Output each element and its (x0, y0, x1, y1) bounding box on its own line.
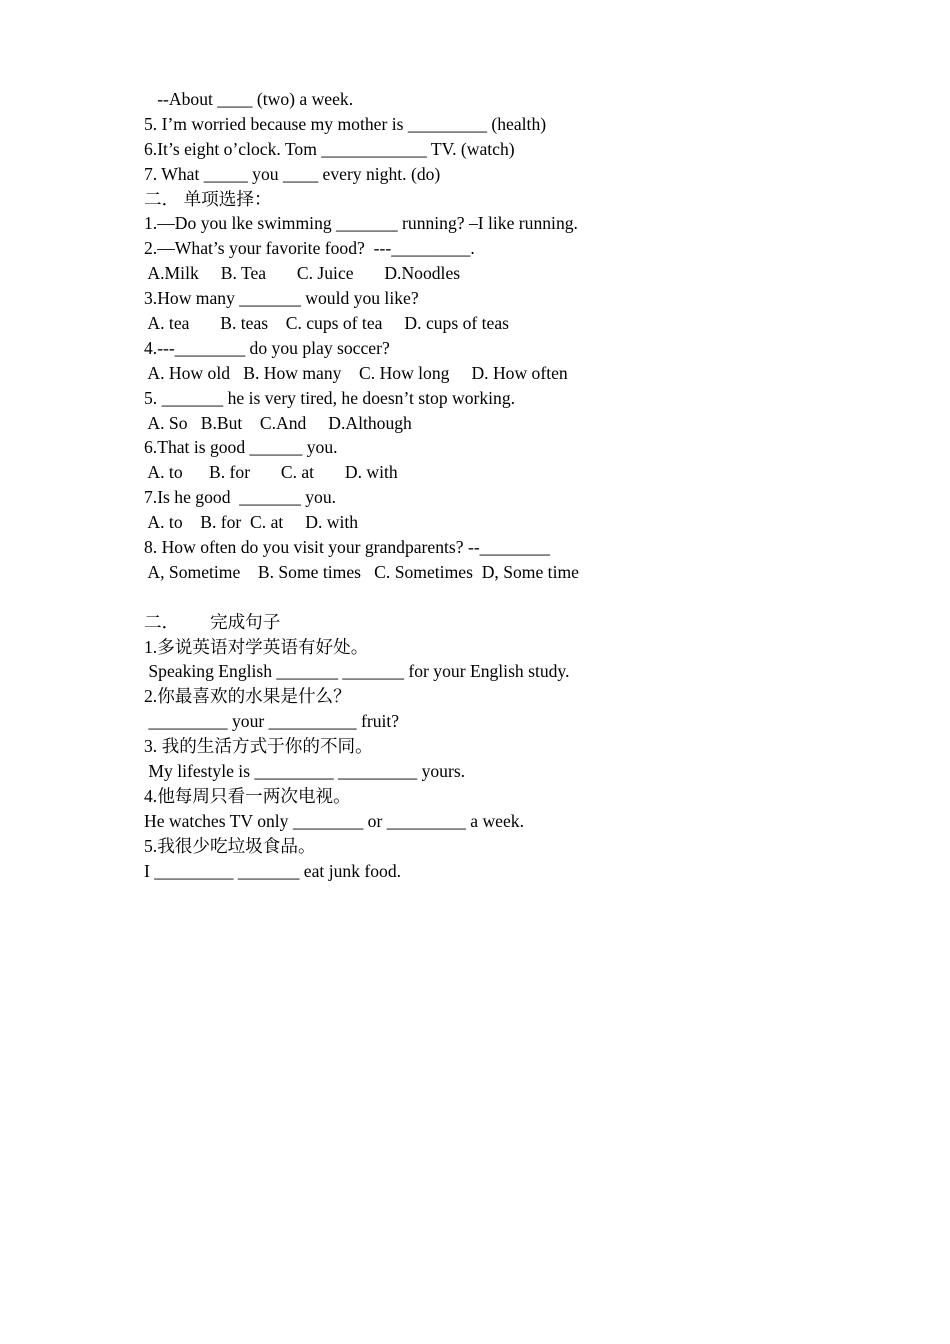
question-line: 5.我很少吃垃圾食品。 (144, 835, 316, 856)
question-line: 2.你最喜欢的水果是什么？ (144, 686, 351, 707)
blank-line (144, 585, 844, 610)
options-line: A. to B. for C. at D. with (144, 462, 398, 483)
text-line: --About ____ (two) a week. (144, 89, 354, 109)
text-line: 7. What _____ you ____ every night. (do) (144, 163, 441, 184)
question-line: 2.—What’s your favorite food? ---_________. (144, 238, 475, 259)
question-line: 6.That is good ______ you. (144, 437, 338, 458)
options-line: A. tea B. teas C. cups of tea D. cups of teas (144, 313, 509, 334)
options-line: A, Sometime B. Some times C. Sometimes D, Some time (144, 561, 579, 582)
answer-line: Speaking English _______ _______ for your English study. (144, 661, 570, 682)
options-line: A. So B.But C.And D.Although (144, 412, 412, 433)
question-line: 1.—Do you lke swimming _______ running? –I like running. (144, 213, 578, 234)
document-page (144, 87, 844, 884)
section-heading: 二． 完成句子 (144, 611, 281, 632)
question-line: 8. How often do you visit your grandparents? --________ (144, 537, 551, 558)
answer-line: I _________ _______ eat junk food. (144, 860, 402, 881)
question-line: 5. _______ he is very tired, he doesn’t stop working. (144, 387, 516, 408)
question-line: 3.How many _______ would you like? (144, 288, 419, 309)
options-line: A. to B. for C. at D. with (144, 512, 359, 533)
answer-line: My lifestyle is _________ _________ yours. (144, 761, 466, 782)
answer-line: He watches TV only ________ or _________ a week. (144, 810, 524, 831)
text-line: 5. I’m worried because my mother is _________ (health) (144, 113, 547, 134)
options-line: A.Milk B. Tea C. Juice D.Noodles (144, 263, 461, 284)
text-line: 6.It’s eight o’clock. Tom ____________ TV. (watch) (144, 138, 515, 159)
answer-line: _________ your __________ fruit? (144, 711, 400, 732)
question-line: 4.他每周只看一两次电视。 (144, 785, 351, 806)
options-line: A. How old B. How many C. How long D. How often (144, 362, 568, 383)
question-line: 7.Is he good _______ you. (144, 487, 337, 508)
question-line: 1.多说英语对学英语有好处。 (144, 636, 369, 657)
question-line: 3. 我的生活方式于你的不同。 (144, 736, 373, 757)
question-line: 4.---________ do you play soccer? (144, 337, 390, 358)
section-heading: 二． 单项选择： (144, 188, 272, 209)
